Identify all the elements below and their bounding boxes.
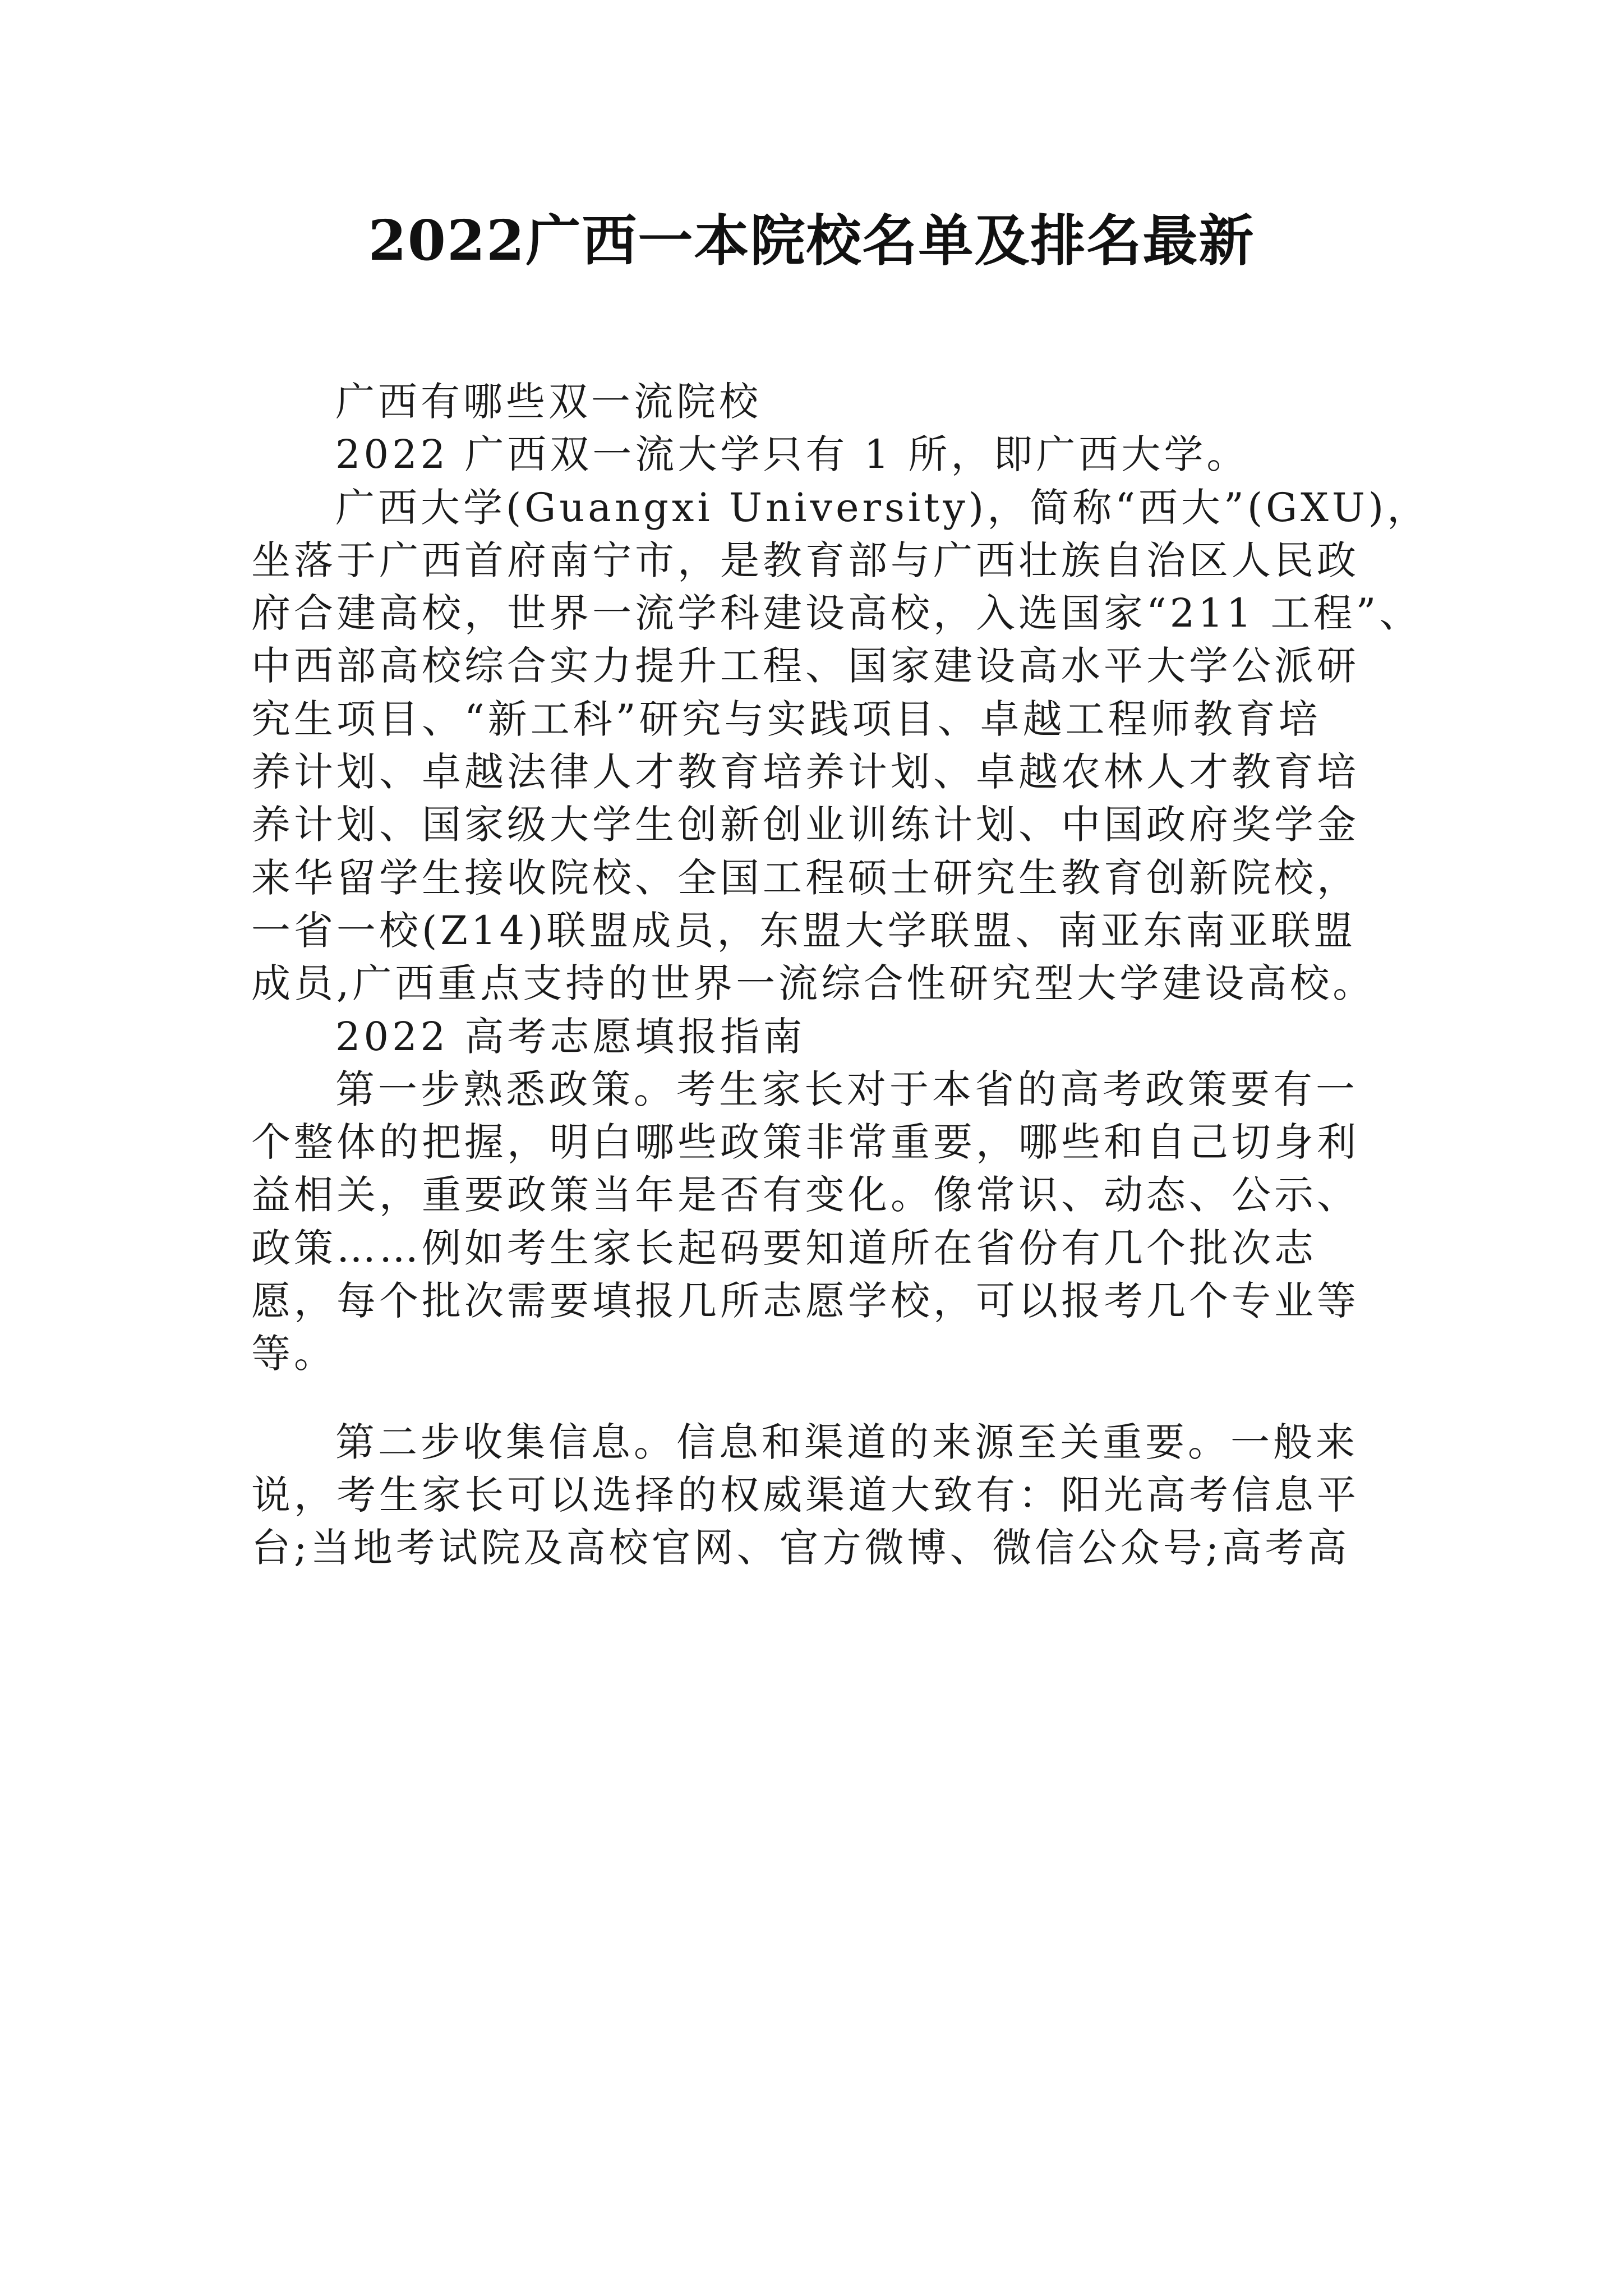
paragraph-line: 个整体的把握，明白哪些政策非常重要，哪些和自己切身利 [251,1119,1359,1166]
section-heading: 2022 高考志愿填报指南 [335,1013,806,1060]
paragraph-line: 究生项目、“新工科”研究与实践项目、卓越工程师教育培 [251,696,1321,742]
paragraph-line: 广西大学(Guangxi University)，简称“西大”(GXU)， [335,484,1430,531]
paragraph-line: 益相关，重要政策当年是否有变化。像常识、动态、公示、 [251,1172,1359,1218]
paragraph-line: 2022 广西双一流大学只有 1 所，即广西大学。 [335,431,1249,478]
paragraph-line: 养计划、卓越法律人才教育培养计划、卓越农林人才教育培 [251,749,1359,795]
paragraph-spacer [251,1381,1373,1416]
paragraph-line: 愿，每个批次需要填报几所志愿学校，可以报考几个专业等 [251,1278,1359,1324]
paragraph-line: 说，考生家长可以选择的权威渠道大致有：阳光高考信息平 [251,1471,1359,1518]
paragraph-line: 第二步收集信息。信息和渠道的来源至关重要。一般来 [335,1419,1358,1465]
paragraph-line: 成员,广西重点支持的世界一流综合性研究型大学建设高校。 [251,960,1376,1007]
paragraph-line: 中西部高校综合实力提升工程、国家建设高水平大学公派研 [251,643,1359,689]
paragraph-line: 一省一校(Z14)联盟成员，东盟大学联盟、南亚东南亚联盟 [251,907,1357,954]
paragraph-line: 第一步熟悉政策。考生家长对于本省的高考政策要有一 [335,1066,1358,1112]
paragraph-line: 坐落于广西首府南宁市，是教育部与广西壮族自治区人民政 [251,537,1359,583]
paragraph-line: 政策……例如考生家长起码要知道所在省份有几个批次志 [251,1225,1317,1271]
document-body [251,375,1430,1575]
paragraph-line: 来华留学生接收院校、全国工程硕士研究生教育创新院校， [251,854,1359,901]
paragraph-line: 府合建高校，世界一流学科建设高校，入选国家“211 工程”、 [251,590,1422,637]
paragraph-line: 等。 [251,1331,336,1377]
document-title: 2022广西一本院校名单及排名最新 [368,209,1255,273]
paragraph-line: 养计划、国家级大学生创新创业训练计划、中国政府奖学金 [251,802,1359,848]
section-heading: 广西有哪些双一流院校 [335,379,762,425]
paragraph-line: 台;当地考试院及高校官网、官方微博、微信公众号;高考高 [251,1525,1350,1571]
